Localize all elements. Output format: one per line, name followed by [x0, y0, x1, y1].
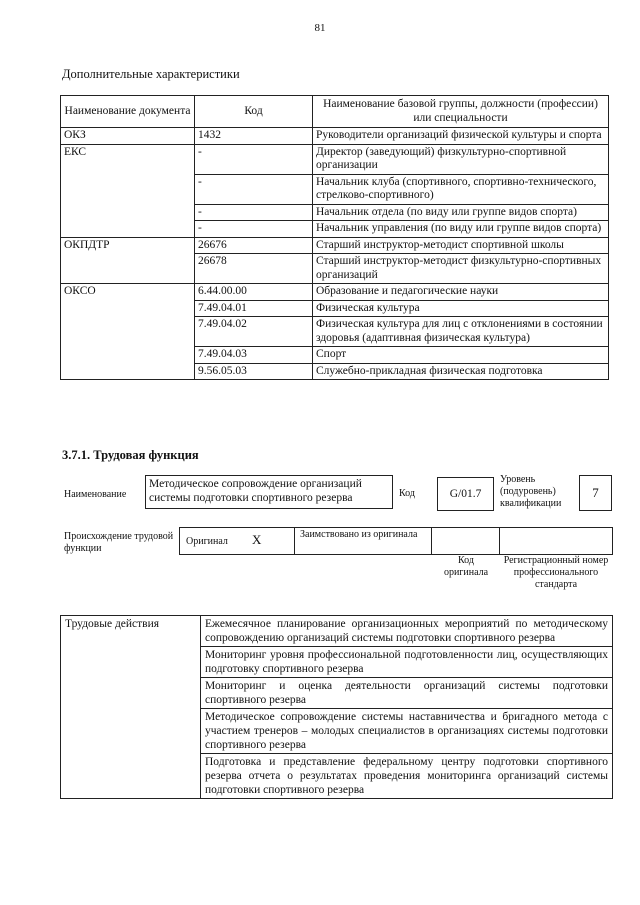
code-cell: 1432 [195, 128, 313, 145]
borrowed-label: Заимствовано из оригинала [300, 529, 418, 540]
doc-cell: ОКЗ [61, 128, 195, 145]
level-label: Уровень (подуровень) квалификации [500, 474, 562, 509]
name-cell: Начальник управления (по виду или группе видов спорта) [313, 221, 609, 238]
code-cell: - [195, 144, 313, 174]
level-box: 7 [579, 475, 612, 511]
name-cell: Физическая культура для лиц с отклонениями в состоянии здоровья (адаптивная физическая культура) [313, 317, 609, 347]
code-cell: - [195, 204, 313, 221]
name-label: Наименование [64, 489, 127, 500]
action-item: Подготовка и представление федеральному центру подготовки спортивного резерва отчета о результатах проведения мониторинга организаций системы подготовки спортивного резерва [201, 754, 613, 799]
header-name: Наименование базовой группы, должности (профессии) или специальности [313, 96, 609, 128]
function-title: 3.7.1. Трудовая функция [62, 448, 199, 462]
code-label: Код [399, 488, 415, 499]
table-row [61, 616, 613, 647]
origin-label: Происхождение трудовой функции [64, 531, 174, 554]
code-cell: - [195, 174, 313, 204]
labor-actions-table [60, 615, 613, 799]
table-header-row [61, 96, 609, 128]
doc-cell: ОКСО [61, 284, 195, 380]
code-cell: 6.44.00.00 [195, 284, 313, 301]
name-cell: Начальник клуба (спортивного, спортивно-технического, стрелково-спортивного) [313, 174, 609, 204]
action-item: Методическое сопровождение системы наставничества и бригадного метода с участием тренеров – молодых специалистов в организациях системы подготовки спортивного резерва [201, 709, 613, 754]
action-item: Ежемесячное планирование организационных мероприятий по методическому сопровождению организаций системы подготовки спортивного резерва [201, 616, 613, 647]
code-cell: 7.49.04.01 [195, 300, 313, 317]
action-item: Мониторинг уровня профессиональной подготовленности лиц, осуществляющих подготовку спортивного резерва [201, 647, 613, 678]
function-code-box: G/01.7 [437, 477, 494, 511]
name-cell: Руководители организаций физической культуры и спорта [313, 128, 609, 145]
name-cell: Начальник отдела (по виду или группе видов спорта) [313, 204, 609, 221]
characteristics-table [60, 95, 609, 380]
actions-label: Трудовые действия [61, 616, 201, 799]
code-cell: 26676 [195, 237, 313, 254]
table-row [61, 237, 609, 254]
header-doc: Наименование документа [61, 96, 195, 128]
code-cell: 9.56.05.03 [195, 363, 313, 380]
name-cell: Физическая культура [313, 300, 609, 317]
table-row [61, 128, 609, 145]
action-item: Мониторинг и оценка деятельности организаций системы подготовки спортивного резерва [201, 678, 613, 709]
origin-divider [294, 527, 295, 554]
code-cell: - [195, 221, 313, 238]
name-cell: Спорт [313, 347, 609, 364]
code-cell: 7.49.04.03 [195, 347, 313, 364]
name-cell: Образование и педагогические науки [313, 284, 609, 301]
reg-number-label: Регистрационный номер профессионального стандарта [503, 555, 609, 590]
origin-divider [499, 527, 500, 554]
header-code: Код [195, 96, 313, 128]
origin-code-label: Код оригинала [443, 555, 489, 578]
section-title: Дополнительные характеристики [62, 67, 240, 81]
code-cell: 26678 [195, 254, 313, 284]
original-mark: X [252, 532, 262, 547]
name-cell: Директор (заведующий) физкультурно-спортивной организации [313, 144, 609, 174]
table-row [61, 144, 609, 174]
original-label: Оригинал [186, 536, 228, 547]
code-cell: 7.49.04.02 [195, 317, 313, 347]
doc-cell: ЕКС [61, 144, 195, 237]
name-cell: Служебно-прикладная физическая подготовка [313, 363, 609, 380]
doc-cell: ОКПДТР [61, 237, 195, 284]
origin-divider [431, 527, 432, 554]
page-number: 81 [314, 22, 326, 34]
name-cell: Старший инструктор-методист физкультурно-спортивных организаций [313, 254, 609, 284]
name-cell: Старший инструктор-методист спортивной школы [313, 237, 609, 254]
table-row [61, 284, 609, 301]
function-name-box: Методическое сопровождение организаций системы подготовки спортивного резерва [145, 475, 393, 509]
